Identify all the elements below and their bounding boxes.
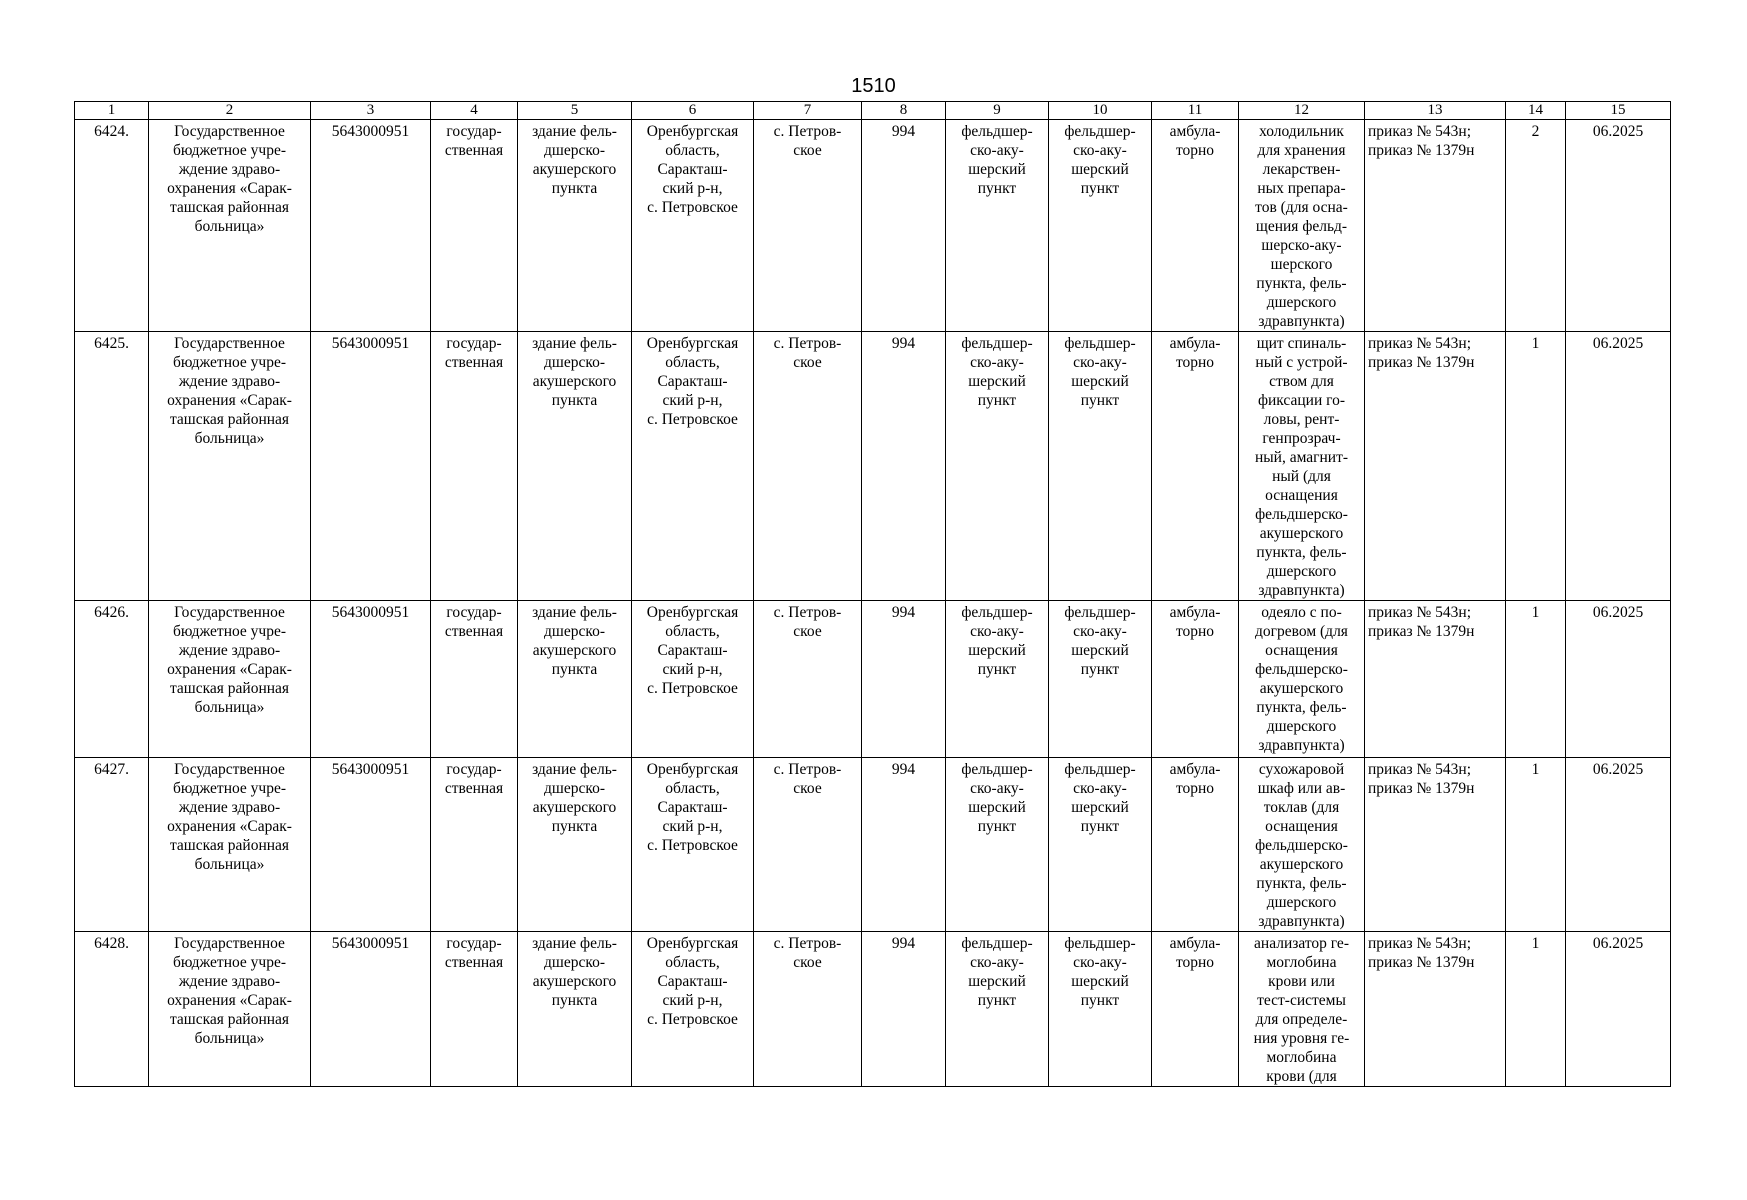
ownership-cell — [431, 120, 518, 332]
locality-cell — [754, 601, 862, 758]
row-number-cell-text: 6428. — [94, 935, 129, 952]
inn-cell-text: 5643000951 — [331, 335, 410, 352]
table-row — [75, 120, 1671, 332]
population-cell — [862, 332, 946, 601]
care-form-cell — [1152, 758, 1239, 932]
building-cell-text: здание фель- дшерско- акушерского пункта — [532, 761, 617, 835]
organization-cell-text: Государственное бюджетное учре- ждение здраво- охранения «Сарак- ташская районная больница» — [167, 935, 292, 1047]
subdivision-cell — [1049, 758, 1152, 932]
ownership-cell — [431, 758, 518, 932]
date-cell-text: 06.2025 — [1592, 761, 1644, 778]
equipment-cell-text: одеяло с по- догревом (для оснащения фельдшерско- акушерского пункта, фель- дшерского здравпункта) — [1255, 604, 1348, 754]
equipment-cell-text: сухожаровой шкаф или ав- токлав (для оснащения фельдшерско- акушерского пункта, фель- дшерского здравпункта) — [1255, 761, 1348, 930]
care-form-cell-text: амбула- торно — [1169, 335, 1221, 371]
row-number-cell — [75, 758, 149, 932]
equipment-cell-text: анализатор ге- моглобина крови или тест-системы для определе- ния уровня ге- моглобина крови (для — [1253, 935, 1350, 1085]
ownership-cell-text: государ- ственная — [444, 335, 504, 371]
address-cell-text: Оренбургская область, Саракташ- ский р-н, с. Петровское — [646, 604, 739, 697]
order-cell — [1365, 120, 1506, 332]
column-number-cell: 1 — [75, 102, 149, 120]
subdivision-cell-text: фельдшер- ско-аку- шерский пункт — [1064, 935, 1136, 1009]
organization-cell — [149, 601, 311, 758]
quantity-cell — [1506, 120, 1566, 332]
organization-cell — [149, 332, 311, 601]
order-cell-text: приказ № 543н; приказ № 1379н — [1368, 604, 1475, 640]
quantity-cell — [1506, 332, 1566, 601]
building-cell — [518, 120, 632, 332]
building-cell — [518, 932, 632, 1087]
facility-type-cell-text: фельдшер- ско-аку- шерский пункт — [961, 935, 1033, 1009]
row-number-cell — [75, 601, 149, 758]
locality-cell-text: с. Петров- ское — [773, 123, 842, 159]
equipment-cell-text: холодильник для хранения лекарствен- ных препара- тов (для осна- щения фельд- шерско-аку- шерского пункта, фель- дшерского здравпункта) — [1255, 123, 1348, 330]
population-cell-text: 994 — [891, 335, 916, 352]
population-cell — [862, 120, 946, 332]
row-number-cell — [75, 120, 149, 332]
equipment-cell — [1239, 932, 1365, 1087]
page-number: 1510 — [851, 75, 896, 97]
order-cell — [1365, 332, 1506, 601]
date-cell-text: 06.2025 — [1592, 123, 1644, 140]
address-cell-text: Оренбургская область, Саракташ- ский р-н, с. Петровское — [646, 335, 739, 428]
inn-cell-text: 5643000951 — [331, 123, 410, 140]
address-cell-text: Оренбургская область, Саракташ- ский р-н, с. Петровское — [646, 935, 739, 1028]
care-form-cell — [1152, 932, 1239, 1087]
quantity-cell — [1506, 932, 1566, 1087]
table-row — [75, 758, 1671, 932]
column-number-row — [75, 102, 1671, 120]
column-number-cell: 6 — [632, 102, 754, 120]
registry-table — [74, 101, 1671, 1087]
care-form-cell — [1152, 332, 1239, 601]
table-row — [75, 601, 1671, 758]
facility-type-cell — [946, 120, 1049, 332]
order-cell — [1365, 601, 1506, 758]
population-cell-text: 994 — [891, 935, 916, 952]
date-cell-text: 06.2025 — [1592, 335, 1644, 352]
locality-cell — [754, 332, 862, 601]
locality-cell — [754, 932, 862, 1087]
order-cell — [1365, 932, 1506, 1087]
ownership-cell-text: государ- ственная — [444, 935, 504, 971]
building-cell-text: здание фель- дшерско- акушерского пункта — [532, 935, 617, 1009]
quantity-cell-text: 1 — [1531, 335, 1540, 352]
ownership-cell-text: государ- ственная — [444, 761, 504, 797]
ownership-cell — [431, 332, 518, 601]
building-cell-text: здание фель- дшерско- акушерского пункта — [532, 123, 617, 197]
building-cell — [518, 332, 632, 601]
column-number-cell: 2 — [149, 102, 311, 120]
ownership-cell — [431, 932, 518, 1087]
building-cell — [518, 758, 632, 932]
row-number-cell-text: 6425. — [94, 335, 129, 352]
locality-cell-text: с. Петров- ское — [773, 604, 842, 640]
row-number-cell — [75, 332, 149, 601]
care-form-cell-text: амбула- торно — [1169, 123, 1221, 159]
organization-cell — [149, 758, 311, 932]
date-cell — [1566, 932, 1671, 1087]
facility-type-cell-text: фельдшер- ско-аку- шерский пункт — [961, 761, 1033, 835]
locality-cell — [754, 758, 862, 932]
quantity-cell-text: 1 — [1531, 935, 1540, 952]
row-number-cell-text: 6426. — [94, 604, 129, 621]
subdivision-cell — [1049, 332, 1152, 601]
column-number-cell: 10 — [1049, 102, 1152, 120]
equipment-cell — [1239, 758, 1365, 932]
facility-type-cell — [946, 332, 1049, 601]
date-cell-text: 06.2025 — [1592, 604, 1644, 621]
table-row — [75, 332, 1671, 601]
organization-cell-text: Государственное бюджетное учре- ждение здраво- охранения «Сарак- ташская районная больница» — [167, 761, 292, 873]
column-number-cell: 15 — [1566, 102, 1671, 120]
equipment-cell — [1239, 120, 1365, 332]
column-number-cell: 12 — [1239, 102, 1365, 120]
address-cell-text: Оренбургская область, Саракташ- ский р-н, с. Петровское — [646, 123, 739, 216]
inn-cell — [311, 601, 431, 758]
column-number-cell: 11 — [1152, 102, 1239, 120]
column-number-cell: 7 — [754, 102, 862, 120]
locality-cell-text: с. Петров- ское — [773, 335, 842, 371]
facility-type-cell-text: фельдшер- ско-аку- шерский пункт — [961, 604, 1033, 678]
table-body — [75, 102, 1671, 1087]
locality-cell-text: с. Петров- ское — [773, 761, 842, 797]
row-number-cell-text: 6424. — [94, 123, 129, 140]
organization-cell-text: Государственное бюджетное учре- ждение здраво- охранения «Сарак- ташская районная больница» — [167, 123, 292, 235]
equipment-cell-text: щит спиналь- ный с устрой- ством для фиксации го- ловы, рент- генпрозрач- ный, амагнит- ный (для оснащения фельдшерско- акушерского пункта, фель- дшерского здравпункта) — [1254, 335, 1349, 599]
building-cell-text: здание фель- дшерско- акушерского пункта — [532, 604, 617, 678]
inn-cell — [311, 120, 431, 332]
table-row — [75, 932, 1671, 1087]
facility-type-cell-text: фельдшер- ско-аку- шерский пункт — [961, 335, 1033, 409]
organization-cell — [149, 120, 311, 332]
population-cell-text: 994 — [891, 123, 916, 140]
population-cell-text: 994 — [891, 761, 916, 778]
population-cell — [862, 758, 946, 932]
facility-type-cell — [946, 932, 1049, 1087]
facility-type-cell-text: фельдшер- ско-аку- шерский пункт — [961, 123, 1033, 197]
date-cell — [1566, 120, 1671, 332]
quantity-cell — [1506, 601, 1566, 758]
population-cell — [862, 932, 946, 1087]
care-form-cell-text: амбула- торно — [1169, 761, 1221, 797]
column-number-cell: 14 — [1506, 102, 1566, 120]
quantity-cell-text: 1 — [1531, 761, 1540, 778]
subdivision-cell-text: фельдшер- ско-аку- шерский пункт — [1064, 604, 1136, 678]
column-number-cell: 13 — [1365, 102, 1506, 120]
care-form-cell-text: амбула- торно — [1169, 935, 1221, 971]
column-number-cell: 5 — [518, 102, 632, 120]
equipment-cell — [1239, 332, 1365, 601]
facility-type-cell — [946, 758, 1049, 932]
equipment-cell — [1239, 601, 1365, 758]
subdivision-cell — [1049, 120, 1152, 332]
order-cell-text: приказ № 543н; приказ № 1379н — [1368, 761, 1475, 797]
row-number-cell-text: 6427. — [94, 761, 129, 778]
column-number-cell: 9 — [946, 102, 1049, 120]
column-number-cell: 3 — [311, 102, 431, 120]
care-form-cell-text: амбула- торно — [1169, 604, 1221, 640]
locality-cell-text: с. Петров- ское — [773, 935, 842, 971]
facility-type-cell — [946, 601, 1049, 758]
column-number-cell: 8 — [862, 102, 946, 120]
date-cell — [1566, 758, 1671, 932]
care-form-cell — [1152, 601, 1239, 758]
row-number-cell — [75, 932, 149, 1087]
address-cell — [632, 932, 754, 1087]
quantity-cell-text: 1 — [1531, 604, 1540, 621]
inn-cell-text: 5643000951 — [331, 604, 410, 621]
building-cell — [518, 601, 632, 758]
address-cell — [632, 758, 754, 932]
address-cell-text: Оренбургская область, Саракташ- ский р-н, с. Петровское — [646, 761, 739, 854]
ownership-cell-text: государ- ственная — [444, 604, 504, 640]
organization-cell — [149, 932, 311, 1087]
order-cell-text: приказ № 543н; приказ № 1379н — [1368, 123, 1475, 159]
organization-cell-text: Государственное бюджетное учре- ждение здраво- охранения «Сарак- ташская районная больница» — [167, 604, 292, 716]
subdivision-cell-text: фельдшер- ско-аку- шерский пункт — [1064, 123, 1136, 197]
inn-cell-text: 5643000951 — [331, 935, 410, 952]
date-cell — [1566, 332, 1671, 601]
care-form-cell — [1152, 120, 1239, 332]
address-cell — [632, 332, 754, 601]
inn-cell — [311, 758, 431, 932]
locality-cell — [754, 120, 862, 332]
order-cell-text: приказ № 543н; приказ № 1379н — [1368, 335, 1475, 371]
population-cell-text: 994 — [891, 604, 916, 621]
subdivision-cell — [1049, 601, 1152, 758]
quantity-cell-text: 2 — [1531, 123, 1540, 140]
subdivision-cell-text: фельдшер- ско-аку- шерский пункт — [1064, 761, 1136, 835]
inn-cell — [311, 932, 431, 1087]
quantity-cell — [1506, 758, 1566, 932]
building-cell-text: здание фель- дшерско- акушерского пункта — [532, 335, 617, 409]
address-cell — [632, 120, 754, 332]
date-cell-text: 06.2025 — [1592, 935, 1644, 952]
date-cell — [1566, 601, 1671, 758]
population-cell — [862, 601, 946, 758]
organization-cell-text: Государственное бюджетное учре- ждение здраво- охранения «Сарак- ташская районная больница» — [167, 335, 292, 447]
ownership-cell — [431, 601, 518, 758]
ownership-cell-text: государ- ственная — [444, 123, 504, 159]
subdivision-cell — [1049, 932, 1152, 1087]
inn-cell — [311, 332, 431, 601]
order-cell — [1365, 758, 1506, 932]
address-cell — [632, 601, 754, 758]
subdivision-cell-text: фельдшер- ско-аку- шерский пункт — [1064, 335, 1136, 409]
inn-cell-text: 5643000951 — [331, 761, 410, 778]
order-cell-text: приказ № 543н; приказ № 1379н — [1368, 935, 1475, 971]
column-number-cell: 4 — [431, 102, 518, 120]
